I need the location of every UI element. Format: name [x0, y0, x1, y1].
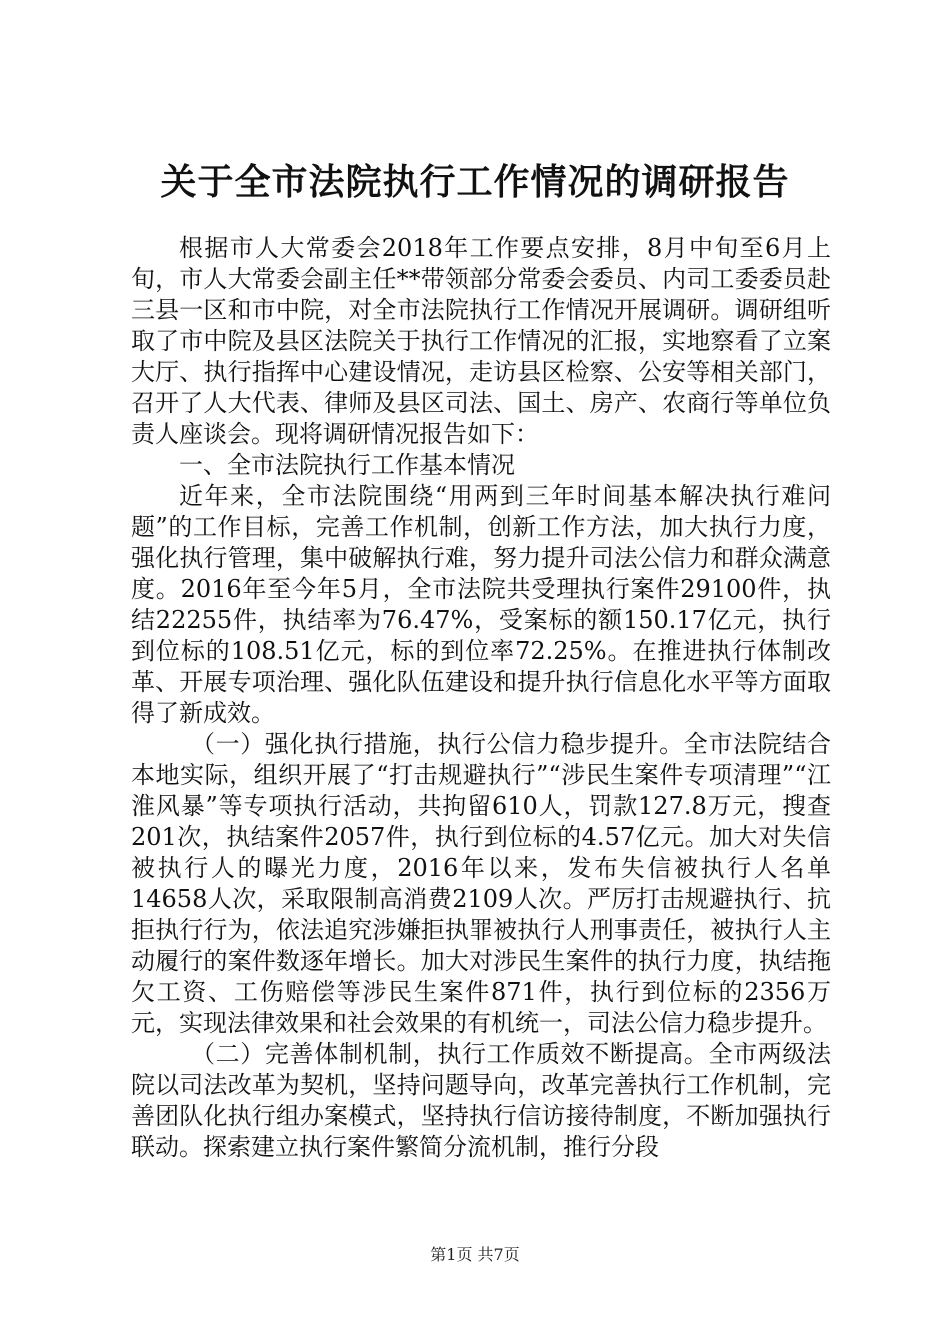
subsection-2-paragraph: （二）完善体制机制，执行工作质效不断提高。全市两级法院以司法改革为契机，坚持问题导向，改革完善执行工作机制，完善团队化执行组办案模式，坚持执行信访接待制度，不断加强执行联动。探索建立执行案件繁简分流机制，推行分段 — [131, 1040, 831, 1161]
subsection-1-paragraph: （一）强化执行措施，执行公信力稳步提升。全市法院结合本地实际，组织开展了“打击规避执行”“涉民生案件专项清理”“江淮风暴”等专项执行活动，共拘留610人，罚款127.8万元，搜查201次，执结案件2057件，执行到位标的4.57亿元。加大对失信被执行人的曝光力度，2016年以来，发布失信被执行人名单14658人次，采取限制高消费2109人次。严厉打击规避执行、抗拒执行行为，依法追究涉嫌拒执罪被执行人刑事责任，被执行人主动履行的案件数逐年增长。加大对涉民生案件的执行力度，执结拖欠工资、工伤赔偿等涉民生案件871件，执行到位标的2356万元，实现法律效果和社会效果的有机统一，司法公信力稳步提升。 — [131, 730, 831, 1037]
intro-paragraph: 根据市人大常委会2018年工作要点安排，8月中旬至6月上旬，市人大常委会副主任**带领部分常委会委员、内司工委委员赴三县一区和市中院，对全市法院执行工作情况开展调研。调研组听取了市中院及县区法院关于执行工作情况的汇报，实地察看了立案大厅、执行指挥中心建设情况，走访县区检察、公安等相关部门，召开了人大代表、律师及县区司法、国土、房产、农商行等单位负责人座谈会。现将调研情况报告如下： — [131, 234, 831, 448]
page-footer: 第1页 共7页 — [430, 1245, 520, 1264]
overview-paragraph: 近年来，全市法院围绕“用两到三年时间基本解决执行难问题”的工作目标，完善工作机制，创新工作方法，加大执行力度，强化执行管理，集中破解执行难，努力提升司法公信力和群众满意度。2016年至今年5月，全市法院共受理执行案件29100件，执结22255件，执结率为76.47%，受案标的额150.17亿元，执行到位标的108.51亿元，标的到位率72.25%。在推进执行体制改革、开展专项治理、强化队伍建设和提升执行信息化水平等方面取得了新成效。 — [131, 482, 831, 727]
section-heading: 一、全市法院执行工作基本情况 — [179, 451, 515, 479]
document-body — [131, 233, 831, 1163]
document-title: 关于全市法院执行工作情况的调研报告 — [160, 161, 790, 203]
